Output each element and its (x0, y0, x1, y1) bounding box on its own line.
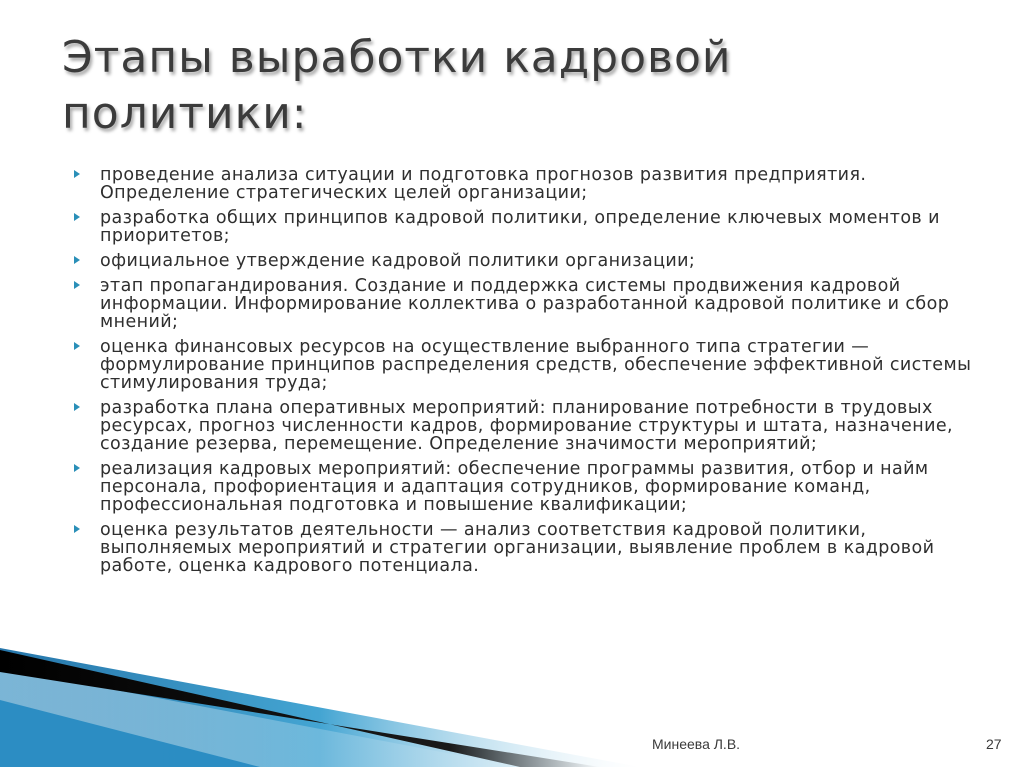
bullet-item (74, 399, 984, 453)
bullet-list (74, 166, 984, 582)
bullet-item (74, 521, 984, 575)
bullet-item (74, 277, 984, 331)
triangle-right-icon (74, 342, 80, 350)
triangle-right-icon (74, 525, 80, 533)
bullet-item (74, 460, 984, 514)
triangle-right-icon (74, 464, 80, 472)
bullet-text: оценка финансовых ресурсов на осуществление выбранного типа стратегии — формулирование принципов распределения средств, обеспечение эффективной системы стимулирования труда; (100, 337, 972, 393)
triangle-right-icon (74, 213, 80, 221)
triangle-right-icon (74, 403, 80, 411)
bullet-text: проведение анализа ситуации и подготовка прогнозов развития предприятия. Определение стратегических целей организации; (100, 165, 867, 203)
bullet-item (74, 209, 984, 245)
footer-author: Минеева Л.В. (652, 736, 741, 752)
bullet-text: реализация кадровых мероприятий: обеспечение программы развития, отбор и найм персонала, профориентация и адаптация сотрудников, формирование команд, профессиональная подготовка и повышение квалификации; (100, 459, 929, 515)
triangle-right-icon (74, 170, 80, 178)
triangle-right-icon (74, 281, 80, 289)
bullet-item (74, 166, 984, 202)
bullet-text: разработка плана оперативных мероприятий: планирование потребности в трудовых ресурсах, прогноз численности кадров, формирование структуры и штата, назначение, создание резерва, перемещение. Определение значимости мероприятий; (100, 398, 953, 454)
bullet-item (74, 338, 984, 392)
triangle-right-icon (74, 256, 80, 264)
slide-title: Этапы выработки кадровой политики: (62, 32, 732, 139)
bullet-text: этап пропагандирования. Создание и поддержка системы продвижения кадровой информации. Информирование коллектива о разработанной кадровой политике и сбор мнений; (100, 276, 950, 332)
page-number: 27 (986, 736, 1002, 752)
bullet-text: разработка общих принципов кадровой политики, определение ключевых моментов и приоритетов; (100, 208, 940, 246)
bullet-text: официальное утверждение кадровой политики организации; (100, 251, 696, 271)
bullet-item (74, 252, 984, 270)
bullet-text: оценка результатов деятельности — анализ соответствия кадровой политики, выполняемых мероприятий и стратегии организации, выявление проблем в кадровой работе, оценка кадрового потенциала. (100, 520, 935, 576)
